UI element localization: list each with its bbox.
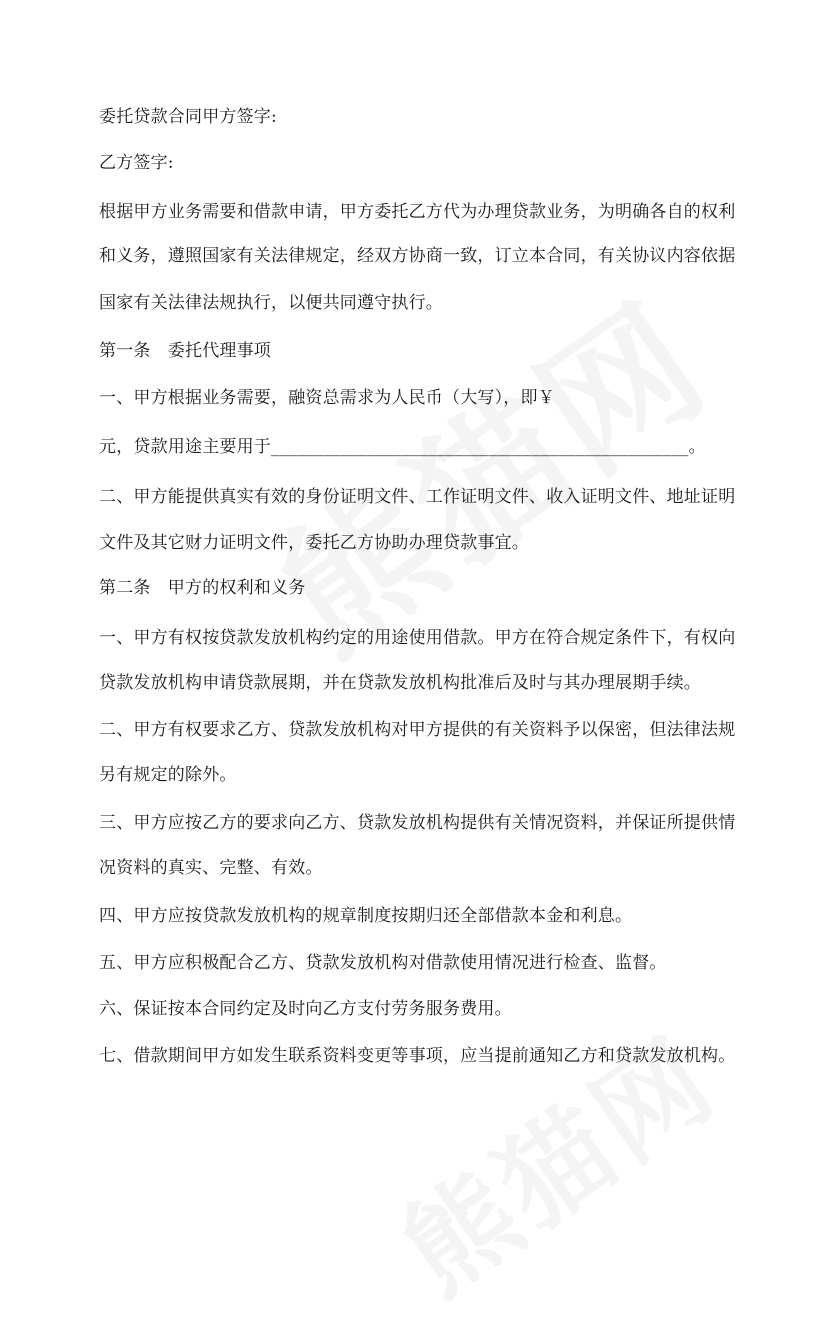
article-2-item-7: 七、借款期间甲方如发生联系资料变更等事项，应当提前通知乙方和贷款发放机构。 [99, 1046, 736, 1066]
article-2-item-1-line-2: 贷款发放机构申请贷款展期，并在贷款发放机构批准后及时与其办理展期手续。 [99, 673, 701, 693]
article-2-item-3-line-2: 况资料的真实、完整、有效。 [99, 858, 323, 878]
article-2-item-2-line-1: 二、甲方有权要求乙方、贷款发放机构对甲方提供的有关资料予以保密，但法律法规 [99, 720, 736, 740]
article-2-item-3-line-1: 三、甲方应按乙方的要求向乙方、贷款发放机构提供有关情况资料，并保证所提供情 [99, 813, 736, 833]
article-2-item-2-line-2: 另有规定的除外。 [99, 765, 237, 785]
article-1-heading: 第一条 委托代理事项 [99, 341, 271, 361]
article-1-item-2-line-2: 文件及其它财力证明文件，委托乙方协助办理贷款事宜。 [99, 533, 529, 553]
contract-title-line: 委托贷款合同甲方签字: [99, 107, 277, 127]
article-2-item-6: 六、保证按本合同约定及时向乙方支付劳务服务费用。 [99, 999, 512, 1019]
article-1-item-1-line-2: 元，贷款用途主要用于________________________________________________。 [99, 437, 706, 457]
preamble-line-3: 国家有关法律法规执行，以便共同遵守执行。 [99, 293, 443, 313]
party-b-signature-line: 乙方签字: [99, 153, 174, 173]
article-2-item-4: 四、甲方应按贷款发放机构的规章制度按期归还全部借款本金和利息。 [99, 906, 633, 926]
article-2-heading: 第二条 甲方的权利和义务 [99, 578, 306, 598]
article-2-item-1-line-1: 一、甲方有权按贷款发放机构约定的用途使用借款。甲方在符合规定条件下，有权向 [99, 628, 736, 648]
preamble-line-2: 和义务，遵照国家有关法律规定，经双方协商一致，订立本合同，有关协议内容依据 [99, 246, 736, 266]
watermark-bottom [366, 994, 742, 1323]
article-2-item-5: 五、甲方应积极配合乙方、贷款发放机构对借款使用情况进行检查、监督。 [99, 953, 667, 973]
preamble-line-1: 根据甲方业务需要和借款申请，甲方委托乙方代为办理贷款业务，为明确各自的权利 [99, 202, 736, 222]
article-1-item-1-line-1: 一、甲方根据业务需要，融资总需求为人民币（大写），即￥ [99, 388, 555, 408]
article-1-item-2-line-1: 二、甲方能提供真实有效的身份证明文件、工作证明文件、收入证明文件、地址证明 [99, 487, 736, 507]
